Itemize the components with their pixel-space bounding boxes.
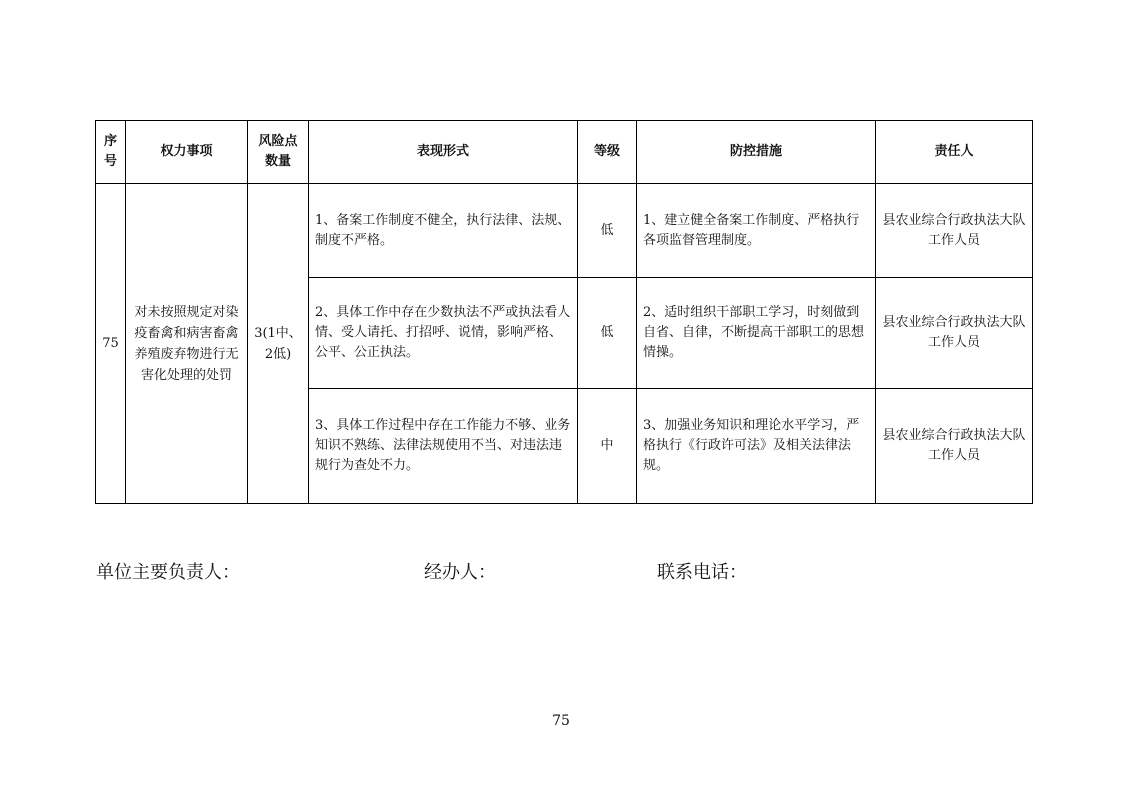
table-header-row (96, 121, 1033, 184)
row-prevention: 3、加强业务知识和理论水平学习，严格执行《行政许可法》及相关法律法规。 (637, 389, 876, 504)
row-manifestation: 1、备案工作制度不健全，执行法律、法规、制度不严格。 (309, 184, 578, 278)
header-seq: 序 号 (96, 121, 126, 184)
row-responsible: 县农业综合行政执法大队工作人员 (876, 184, 1033, 278)
header-prevention: 防控措施 (637, 121, 876, 184)
item-seq: 75 (96, 184, 126, 504)
item-risk-count: 3(1中、2低) (248, 184, 309, 504)
row-prevention: 2、适时组织干部职工学习，时刻做到自省、自律，不断提高干部职工的思想情操。 (637, 278, 876, 389)
signature-row (96, 558, 1026, 583)
item-power: 对未按照规定对染疫畜禽和病害畜禽养殖废弃物进行无害化处理的处罚 (126, 184, 248, 504)
signature-handler-label: 经办人： (424, 562, 496, 583)
table-row (96, 184, 1033, 278)
row-responsible: 县农业综合行政执法大队工作人员 (876, 278, 1033, 389)
header-responsible: 责任人 (876, 121, 1033, 184)
header-risk-count: 风险点 数量 (248, 121, 309, 184)
row-manifestation: 2、具体工作中存在少数执法不严或执法看人情、受人请托、打招呼、说情，影响严格、公平、公正执法。 (309, 278, 578, 389)
header-power: 权力事项 (126, 121, 248, 184)
row-prevention: 1、建立健全备案工作制度、严格执行各项监督管理制度。 (637, 184, 876, 278)
row-manifestation: 3、具体工作过程中存在工作能力不够、业务知识不熟练、法律法规使用不当、对违法违规行为查处不力。 (309, 389, 578, 504)
row-responsible: 县农业综合行政执法大队工作人员 (876, 389, 1033, 504)
risk-table (95, 120, 1033, 504)
row-level: 低 (578, 184, 637, 278)
signature-owner-label: 单位主要负责人： (96, 562, 240, 583)
header-manifestation: 表现形式 (309, 121, 578, 184)
row-level: 中 (578, 389, 637, 504)
header-level: 等级 (578, 121, 637, 184)
page-number: 75 (552, 713, 570, 729)
signature-phone-label: 联系电话： (657, 562, 747, 583)
row-level: 低 (578, 278, 637, 389)
